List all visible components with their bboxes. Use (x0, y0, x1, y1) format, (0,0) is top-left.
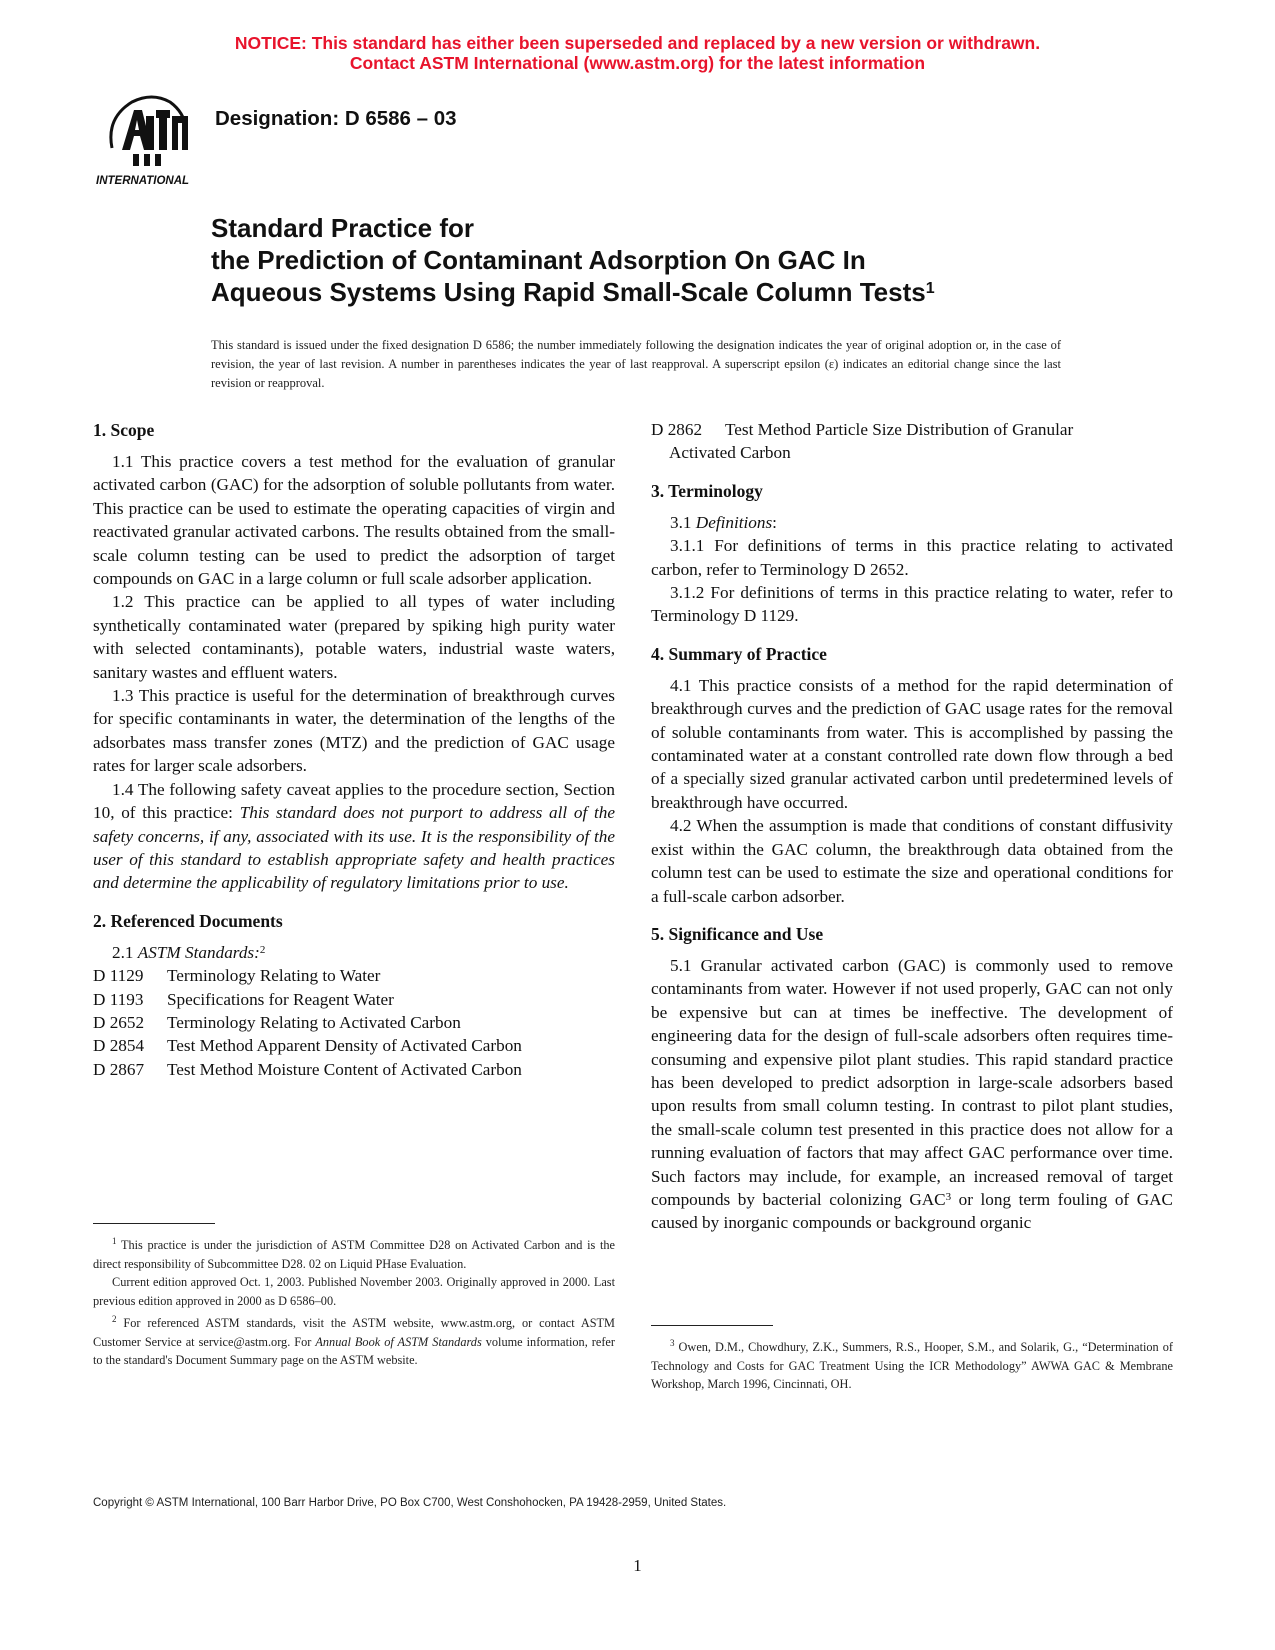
para-3-1-1: 3.1.1 For definitions of terms in this practice relating to activated carbon, refer to Terminology D 2652. (651, 536, 1173, 579)
section-summary-heading: 4. Summary of Practice (651, 643, 827, 664)
para-3-1-2: 3.1.2 For definitions of terms in this practice relating to water, refer to Terminology D 1129. (651, 583, 1173, 626)
para-4-2: 4.2 When the assumption is made that conditions of constant diffusivity exist within the GAC column, the breakthrough data obtained from the column test can be used to estimate the size and operational conditions for a full-scale carbon adsorber. (651, 816, 1173, 906)
footnote-rule-left (93, 1223, 215, 1224)
issued-note: This standard is issued under the fixed designation D 6586; the number immediately following the designation indicates the year of original adoption or, in the case of revision, the year of last revision. A number in parentheses indicates the year of last reapproval. A superscript epsilon (ε) indicates an editorial change since the last revision or reapproval. (211, 338, 1061, 390)
designation: Designation: D 6586 – 03 (215, 107, 457, 130)
footnote-3: $^3$ Owen, D.M., Chowdhury, Z.K., Summers, R.S., Hooper, S.M., and Solarik, G., “Determination of Technology and Costs for GAC Treatment Using the ICR Methodology” AWWA GAC & Membrane Workshop, March 1996, Cincinnati, OH. (651, 1338, 1173, 1392)
footnotes-right (651, 1334, 1173, 1394)
astm-logo (92, 88, 202, 188)
ref-item: D 2652 Terminology Relating to Activated Carbon (93, 1012, 461, 1032)
section-terminology-heading: 3. Terminology (651, 480, 763, 501)
title-line-1: Standard Practice for (211, 213, 474, 243)
title-line-3: Aqueous Systems Using Rapid Small-Scale Column Tests$^1$ (211, 277, 935, 307)
para-1-2: 1.2 This practice can be applied to all types of water including synthetically contaminated water (prepared by spiking high purity water with selected contaminants), potable waters, industrial waste waters, sanitary wastes and effluent waters. (93, 592, 615, 682)
para-1-1: 1.1 This practice covers a test method for the evaluation of granular activated carbon (GAC) for the adsorption of soluble pollutants from water. This practice can be used to estimate the operating capacities of virgin and reactivated granular activated carbons. The results obtained from the small-scale column testing can be used to predict the adsorption of target compounds on GAC in a large column or full scale adsorber application. (93, 452, 615, 589)
para-2-1: 2.1 ASTM Standards:$^2$ (112, 942, 266, 962)
title-line-2: the Prediction of Contaminant Adsorption On GAC In (211, 245, 866, 275)
section-referenced-heading: 2. Referenced Documents (93, 910, 283, 931)
footnote-2: $^2$ For referenced ASTM standards, visit the ASTM website, www.astm.org, or contact ASTM Customer Service at service@astm.org. For Annual Book of ASTM Standards volume information, refer to the standard's Document Summary page on the ASTM website. (93, 1314, 615, 1368)
page-number: 1 (633, 1556, 642, 1575)
footnote-1b: Current edition approved Oct. 1, 2003. Published November 2003. Originally approved in 2000. Last previous edition approved in 2000 as D 6586–00. (93, 1275, 615, 1308)
para-5-1: 5.1 Granular activated carbon (GAC) is commonly used to remove contaminants from water. However if not used properly, GAC can not only be expensive but can at times be ineffective. The development of engineering data for the design of full-scale adsorbers often requires time-consuming and expensive pilot plant studies. This rapid standard practice has been developed to predict adsorption in large-scale adsorbers based upon results from small column testing. In contrast to pilot plant studies, the small-scale column test presented in this practice does not allow for a running evaluation of factors that may affect GAC performance over time. Such factors may include, for example, an increased removal of target compounds by bacterial colonizing GAC$^3$ or long term fouling of GAC caused by inorganic compounds or background organic (651, 955, 1173, 1233)
title-footnote-mark: 1 (925, 280, 935, 297)
ref-item: D 2867 Test Method Moisture Content of Activated Carbon (93, 1059, 522, 1079)
footnote-1: $^1$ This practice is under the jurisdiction of ASTM Committee D28 on Activated Carbon and is the direct responsibility of Subcommittee D28. 02 on Liquid PHase Evaluation. (93, 1236, 615, 1271)
footnote-rule-right (651, 1325, 773, 1326)
para-1-4: 1.4 The following safety caveat applies to the procedure section, Section 10, of this practice: This standard does not purport to address all of the safety concerns, if any, associated with its use. It is the responsibility of the user of this standard to establish appropriate safety and health practices and determine the applicability of regulatory limitations prior to use. (93, 779, 616, 893)
para-1-3: 1.3 This practice is useful for the determination of breakthrough curves for specific contaminants in water, the determination of the lengths of the adsorbates mass transfer zones (MTZ) and the prediction of GAC usage rates for larger scale adsorbers. (93, 686, 615, 776)
notice-line-2: Contact ASTM International (www.astm.org) for the latest information (349, 53, 926, 73)
section-scope-heading: 1. Scope (93, 420, 155, 440)
ref-item: D 1193 Specifications for Reagent Water (93, 989, 394, 1009)
logo-international-text: INTERNATIONAL (96, 175, 190, 187)
supersede-notice (0, 33, 1275, 73)
footnotes-left (93, 1232, 615, 1370)
ref-item-continued-line2: Activated Carbon (669, 443, 791, 463)
copyright-line: Copyright © ASTM International, 100 Barr Harbor Drive, PO Box C700, West Conshohocken, PA 19428-2959, United States. (93, 1497, 727, 1509)
document-title (211, 212, 935, 308)
left-column (93, 418, 615, 1081)
para-3-1: 3.1 Definitions: (670, 512, 777, 532)
notice-line-1: NOTICE: This standard has either been superseded and replaced by a new version or withdrawn. (234, 33, 1041, 53)
ref-item: D 2854 Test Method Apparent Density of Activated Carbon (93, 1036, 522, 1056)
right-column (651, 418, 1173, 1235)
para-4-1: 4.1 This practice consists of a method for the rapid determination of breakthrough curves and the prediction of GAC usage rates for the removal of soluble contaminants from water. This is accomplished by passing the contaminated water at a constant controlled rate down flow through a bed of a specially sized granular activated carbon until predetermined levels of breakthrough have occurred. (651, 675, 1173, 812)
section-significance-heading: 5. Significance and Use (651, 923, 824, 944)
ref-item-continued: D 2862 Test Method Particle Size Distribution of Granular (651, 420, 1074, 439)
ref-item: D 1129 Terminology Relating to Water (93, 966, 381, 986)
